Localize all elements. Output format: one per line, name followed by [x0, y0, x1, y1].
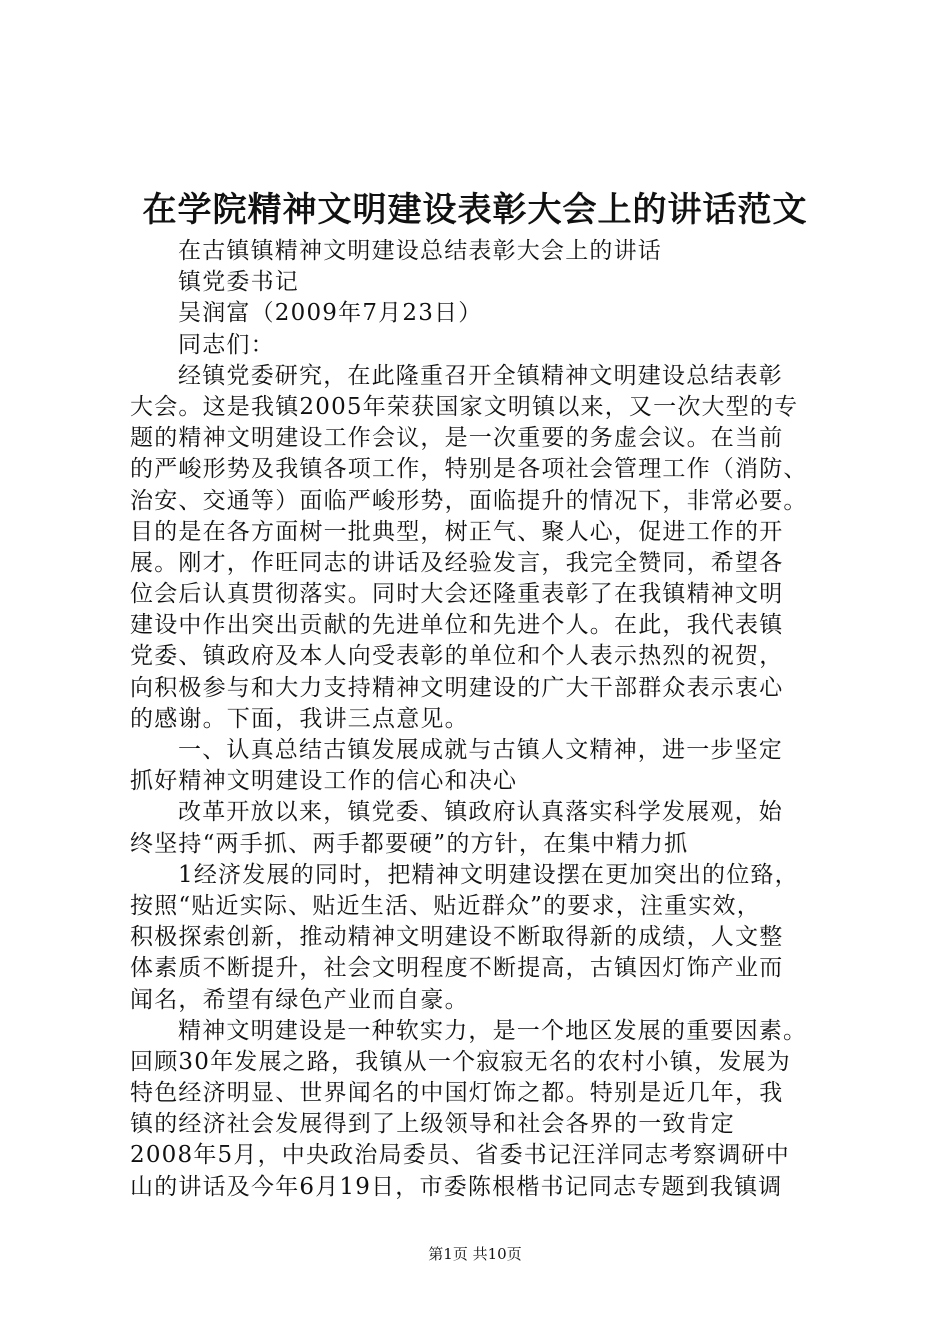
paragraph-line: 治安、交通等）面临严峻形势，面临提升的情况下，非常必要。 — [130, 487, 808, 514]
paragraph-line: 向积极参与和大力支持精神文明建设的广大干部群众表示衷心 — [130, 674, 784, 701]
paragraph-line: 目的是在各方面树一批典型，树正气、聚人心，促进工作的开 — [130, 518, 784, 545]
paragraph-line: 建设中作出突出贡献的先进单位和先进个人。在此，我代表镇 — [130, 612, 784, 639]
paragraph-line: 镇的经济社会发展得到了上级领导和社会各界的一致肯定 — [130, 1111, 735, 1138]
paragraph-line: 山的讲话及今年6月19日，市委陈根楷书记同志专题到我镇调 — [130, 1173, 783, 1200]
paragraph-line: 按照“贴近实际、贴近生活、贴近群众”的要求，注重实效， — [130, 892, 761, 919]
paragraph-line: 2008年5月，中央政治局委员、省委书记汪洋同志考察调研中 — [130, 1142, 790, 1169]
speaker-name-date-line: 吴润富（2009年7月23日） — [178, 300, 483, 327]
paragraph-line: 体素质不断提升，社会文明程度不断提高，古镇因灯饰产业而 — [130, 955, 784, 982]
paragraph-line: 精神文明建设是一种软实力，是一个地区发展的重要因素。 — [178, 1017, 808, 1044]
paragraph-line: 改革开放以来，镇党委、镇政府认真落实科学发展观，始 — [178, 799, 783, 826]
paragraph-line: 特色经济明显、世界闻名的中国灯饰之都。特别是近几年，我 — [130, 1080, 784, 1107]
paragraph-line: 位会后认真贯彻落实。同时大会还隆重表彰了在我镇精神文明 — [130, 581, 784, 608]
paragraph-line: 1经济发展的同时，把精神文明建设摆在更加突出的位臵， — [178, 861, 799, 888]
salutation-line: 同志们： — [178, 331, 275, 358]
section-heading-line: 一、认真总结古镇发展成就与古镇人文精神，进一步坚定 — [178, 737, 783, 763]
document-title: 在学院精神文明建设表彰大会上的讲话范文 — [142, 190, 808, 230]
paragraph-line: 回顾30年发展之路，我镇从一个寂寂无名的农村小镇，发展为 — [130, 1048, 791, 1075]
document-body — [130, 236, 840, 1203]
paragraph-line: 闻名，希望有绿色产业而自豪。 — [130, 986, 469, 1013]
paragraph-line: 题的精神文明建设工作会议，是一次重要的务虚会议。在当前 — [130, 425, 784, 452]
paragraph-line: 党委、镇政府及本人向受表彰的单位和个人表示热烈的祝贺， — [130, 643, 784, 670]
paragraph-line: 的严峻形势及我镇各项工作，特别是各项社会管理工作（消防、 — [130, 456, 808, 483]
paragraph-line: 大会。这是我镇2005年荣获国家文明镇以来，又一次大型的专 — [130, 393, 799, 420]
speech-title-line: 在古镇镇精神文明建设总结表彰大会上的讲话 — [178, 238, 662, 264]
paragraph-line: 积极探索创新，推动精神文明建设不断取得新的成绩，人文整 — [130, 924, 784, 951]
paragraph-line: 终坚持“两手抓、两手都要硬”的方针，在集中精力抓 — [130, 830, 689, 857]
paragraph-line: 经镇党委研究，在此隆重召开全镇精神文明建设总结表彰 — [178, 362, 783, 389]
page-footer: 第1页 共10页 — [428, 1245, 522, 1263]
speaker-role-line: 镇党委书记 — [178, 269, 299, 296]
paragraph-line: 展。刚才，作旺同志的讲话及经验发言，我完全赞同，希望各 — [130, 549, 784, 576]
section-heading-line: 抓好精神文明建设工作的信心和决心 — [130, 768, 518, 795]
paragraph-line: 的感谢。下面，我讲三点意见。 — [130, 705, 469, 732]
